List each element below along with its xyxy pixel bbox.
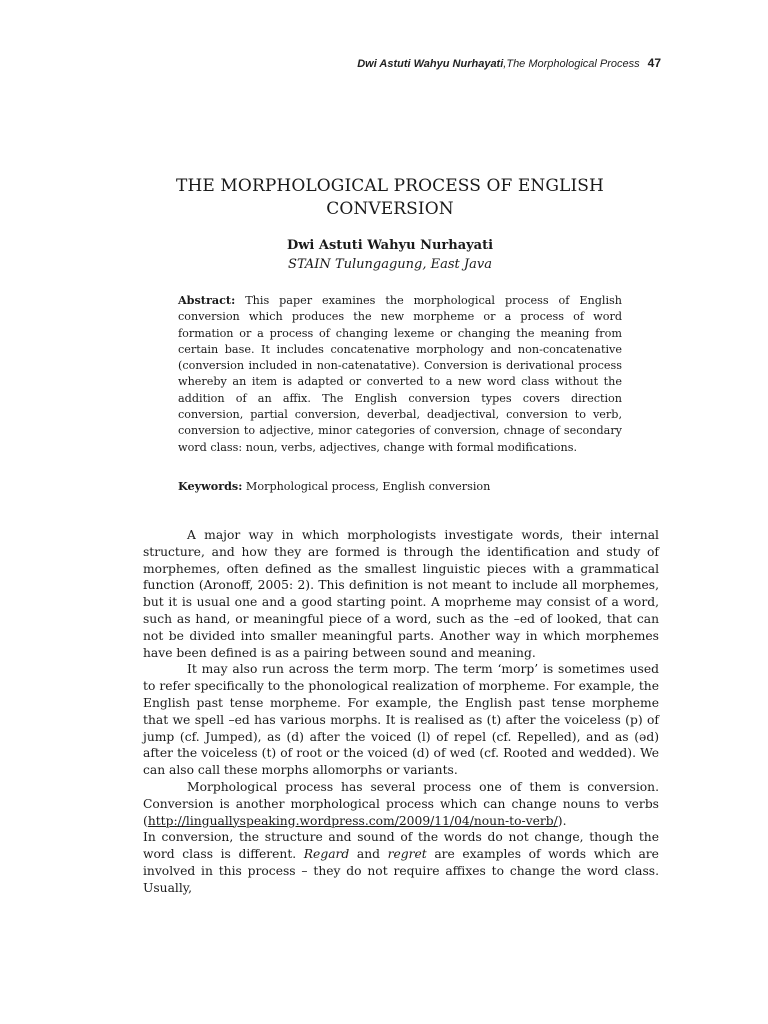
abstract	[178, 292, 622, 456]
article-title-line-2: CONVERSION	[326, 199, 454, 219]
body-paragraph-2: It may also run across the term morp. The term ‘morp’ is sometimes used to refer specifically to the phonological realization of morpheme. For example, the English past tense morpheme. For example, the English past tense morpheme that we spell –ed has various morphs. It is realised as (t) after the voiceless (p) of jump (cf. Jumped), as (d) after the voiced (l) of repel (cf. Repelled), and as (əd) after the voiceless (t) of root or the voiced (d) of wed (cf. Rooted and wedded). We can also call these morphs allomorphs or variants.	[143, 662, 659, 778]
paragraph-3-text-c: In conversion, the structure and sound of the words do not change, though the word class is different.	[143, 830, 659, 862]
running-header-title: The Morphological Process	[506, 58, 640, 70]
citation-link[interactable]: http://linguallyspeaking.wordpress.com/2009/11/04/noun-to-verb/	[147, 813, 558, 828]
article-affiliation: STAIN Tulungagung, East Java	[288, 257, 492, 272]
example-word-regard: Regard	[303, 847, 350, 862]
keywords	[178, 478, 622, 495]
paragraph-3-text-a: Morphological process has several process one of them is conversion. Conversion is another morphological process which can change nouns to verbs (	[143, 779, 659, 828]
article-title-line-1: THE MORPHOLOGICAL PROCESS OF ENGLISH	[176, 176, 604, 196]
article-author: Dwi Astuti Wahyu Nurhayati	[286, 238, 494, 253]
keywords-label: Keywords:	[178, 479, 243, 493]
paragraph-3-text-b: ).	[557, 813, 567, 828]
body-paragraph-3	[143, 779, 659, 897]
running-header	[0, 56, 661, 70]
article-title	[150, 175, 630, 221]
abstract-label: Abstract:	[178, 293, 236, 307]
abstract-text: This paper examines the morphological process of English conversion which produces the new morpheme or a process of word formation or a process of changing lexeme or changing the meaning from certain base. It includes concatenative morphology and non-concatenative (conversion included in non-catenatative). Conversion is derivational process whereby an item is adapted or converted to a new word class without the addition of an affix. The English conversion types covers direction conversion, partial conversion, deverbal, deadjectival, conversion to verb, conversion to adjective, minor categories of conversion, chnage of secondary word class: noun, verbs, adjectives, change with formal modifications.	[178, 294, 622, 454]
paragraph-3-and: and	[356, 847, 381, 862]
body-paragraph-1: A major way in which morphologists investigate words, their internal structure, and how they are formed is through the identification and study of morphemes, often defined as the smallest linguistic pieces with a grammatical function (Aronoff, 2005: 2). This definition is not meant to include all morphemes, but it is usual one and a good starting point. A moprheme may consist of a word, such as hand, or meaningful piece of a word, such as the –ed of looked, that can not be divided into smaller meaningful parts. Another way in which morphemes have been defined is as a pairing between sound and meaning.	[143, 528, 659, 660]
running-header-separator: ,	[503, 58, 507, 70]
keywords-text: Morphological process, English conversion	[245, 480, 491, 493]
page-number: 47	[647, 56, 661, 70]
paragraph-3-text-d: are examples of words which are involved in this process – they do not require affixes to change the word class. Usually,	[143, 847, 659, 895]
example-word-regret: regret	[387, 847, 427, 862]
body-text	[143, 527, 659, 897]
running-header-author: Dwi Astuti Wahyu Nurhayati	[357, 58, 504, 70]
